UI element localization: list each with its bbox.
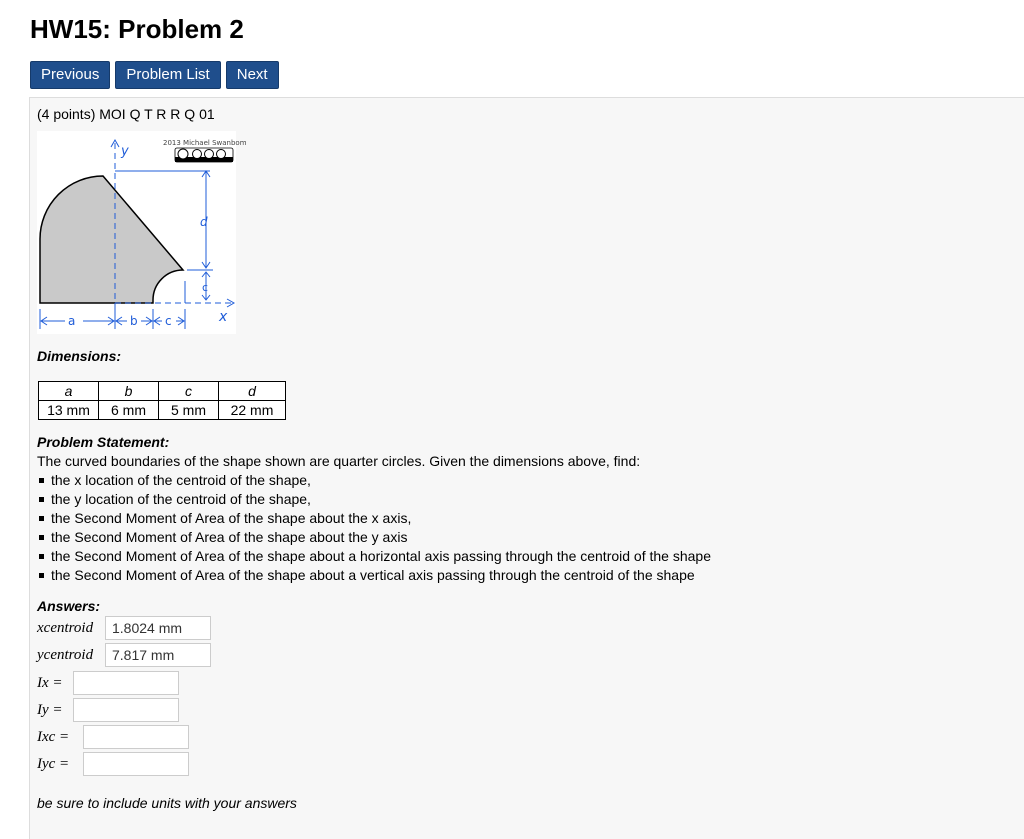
dim-value-a: 13 mm: [39, 401, 99, 420]
statement-title: Problem Statement:: [37, 434, 170, 450]
statement-intro: The curved boundaries of the shape shown are quarter circles. Given the dimensions above, find:: [37, 453, 641, 469]
dimensions-value-row: [39, 401, 286, 420]
dim-header-a: a: [39, 382, 99, 401]
copyright-text: 2013 Michael Swanbom: [163, 139, 247, 147]
ycentroid-input[interactable]: [105, 643, 211, 667]
statement-list: [37, 471, 711, 585]
page-title: HW15: Problem 2: [30, 14, 244, 44]
units-note: be sure to include units with your answers: [37, 795, 297, 811]
dim-header-b: b: [99, 382, 159, 401]
dim-value-c: 5 mm: [159, 401, 219, 420]
statement-item: the Second Moment of Area of the shape about a vertical axis passing through the centroid of the shape: [37, 566, 711, 585]
dim-d-label: d: [200, 215, 208, 229]
statement-item: the Second Moment of Area of the shape about the x axis,: [37, 509, 711, 528]
ixc-label: Ixc =: [37, 728, 70, 745]
dimensions-header-row: [39, 382, 286, 401]
answer-row-ixc: [37, 725, 189, 749]
y-axis-label: y: [121, 144, 129, 159]
previous-button[interactable]: Previous: [30, 61, 110, 89]
problem-figure: [37, 131, 247, 334]
dim-c-vertical-label: c: [202, 281, 209, 294]
dim-header-d: d: [219, 382, 286, 401]
answer-row-xcentroid: [37, 616, 211, 640]
statement-item: the x location of the centroid of the shape,: [37, 471, 711, 490]
x-axis-label: x: [219, 309, 228, 325]
statement-item: the Second Moment of Area of the shape about a horizontal axis passing through the centroid of the shape: [37, 547, 711, 566]
dimensions-title: Dimensions:: [37, 348, 122, 364]
problem-points: (4 points) MOI Q T R R Q 01: [37, 106, 215, 122]
shape-diagram: [37, 131, 247, 334]
answer-row-ycentroid: [37, 643, 211, 667]
problem-statement: [37, 452, 711, 585]
cc-license-badge: [175, 148, 233, 162]
ix-input[interactable]: [73, 671, 179, 695]
next-button[interactable]: Next: [226, 61, 279, 89]
dim-c-label: c: [165, 314, 172, 328]
statement-item: the Second Moment of Area of the shape about the y axis: [37, 528, 711, 547]
answer-row-iyc: [37, 752, 189, 776]
dim-header-c: c: [159, 382, 219, 401]
dim-value-d: 22 mm: [219, 401, 286, 420]
ixc-input[interactable]: [83, 725, 189, 749]
dimensions-table: [38, 381, 286, 420]
ycentroid-label: ycentroid: [37, 646, 94, 663]
answer-row-iy: [37, 698, 179, 722]
ix-label: Ix =: [37, 674, 63, 691]
problem-list-button[interactable]: Problem List: [115, 61, 220, 89]
answer-row-ix: [37, 671, 179, 695]
dim-a-label: a: [68, 314, 76, 328]
iyc-label: Iyc =: [37, 755, 70, 772]
dim-value-b: 6 mm: [99, 401, 159, 420]
iyc-input[interactable]: [83, 752, 189, 776]
problem-nav: [30, 61, 279, 89]
iy-label: Iy =: [37, 701, 63, 718]
answers-title: Answers:: [37, 598, 101, 614]
xcentroid-label: xcentroid: [37, 619, 94, 636]
xcentroid-input[interactable]: [105, 616, 211, 640]
statement-item: the y location of the centroid of the shape,: [37, 490, 711, 509]
iy-input[interactable]: [73, 698, 179, 722]
shape-region: [40, 176, 183, 303]
dim-b-label: b: [130, 314, 138, 328]
